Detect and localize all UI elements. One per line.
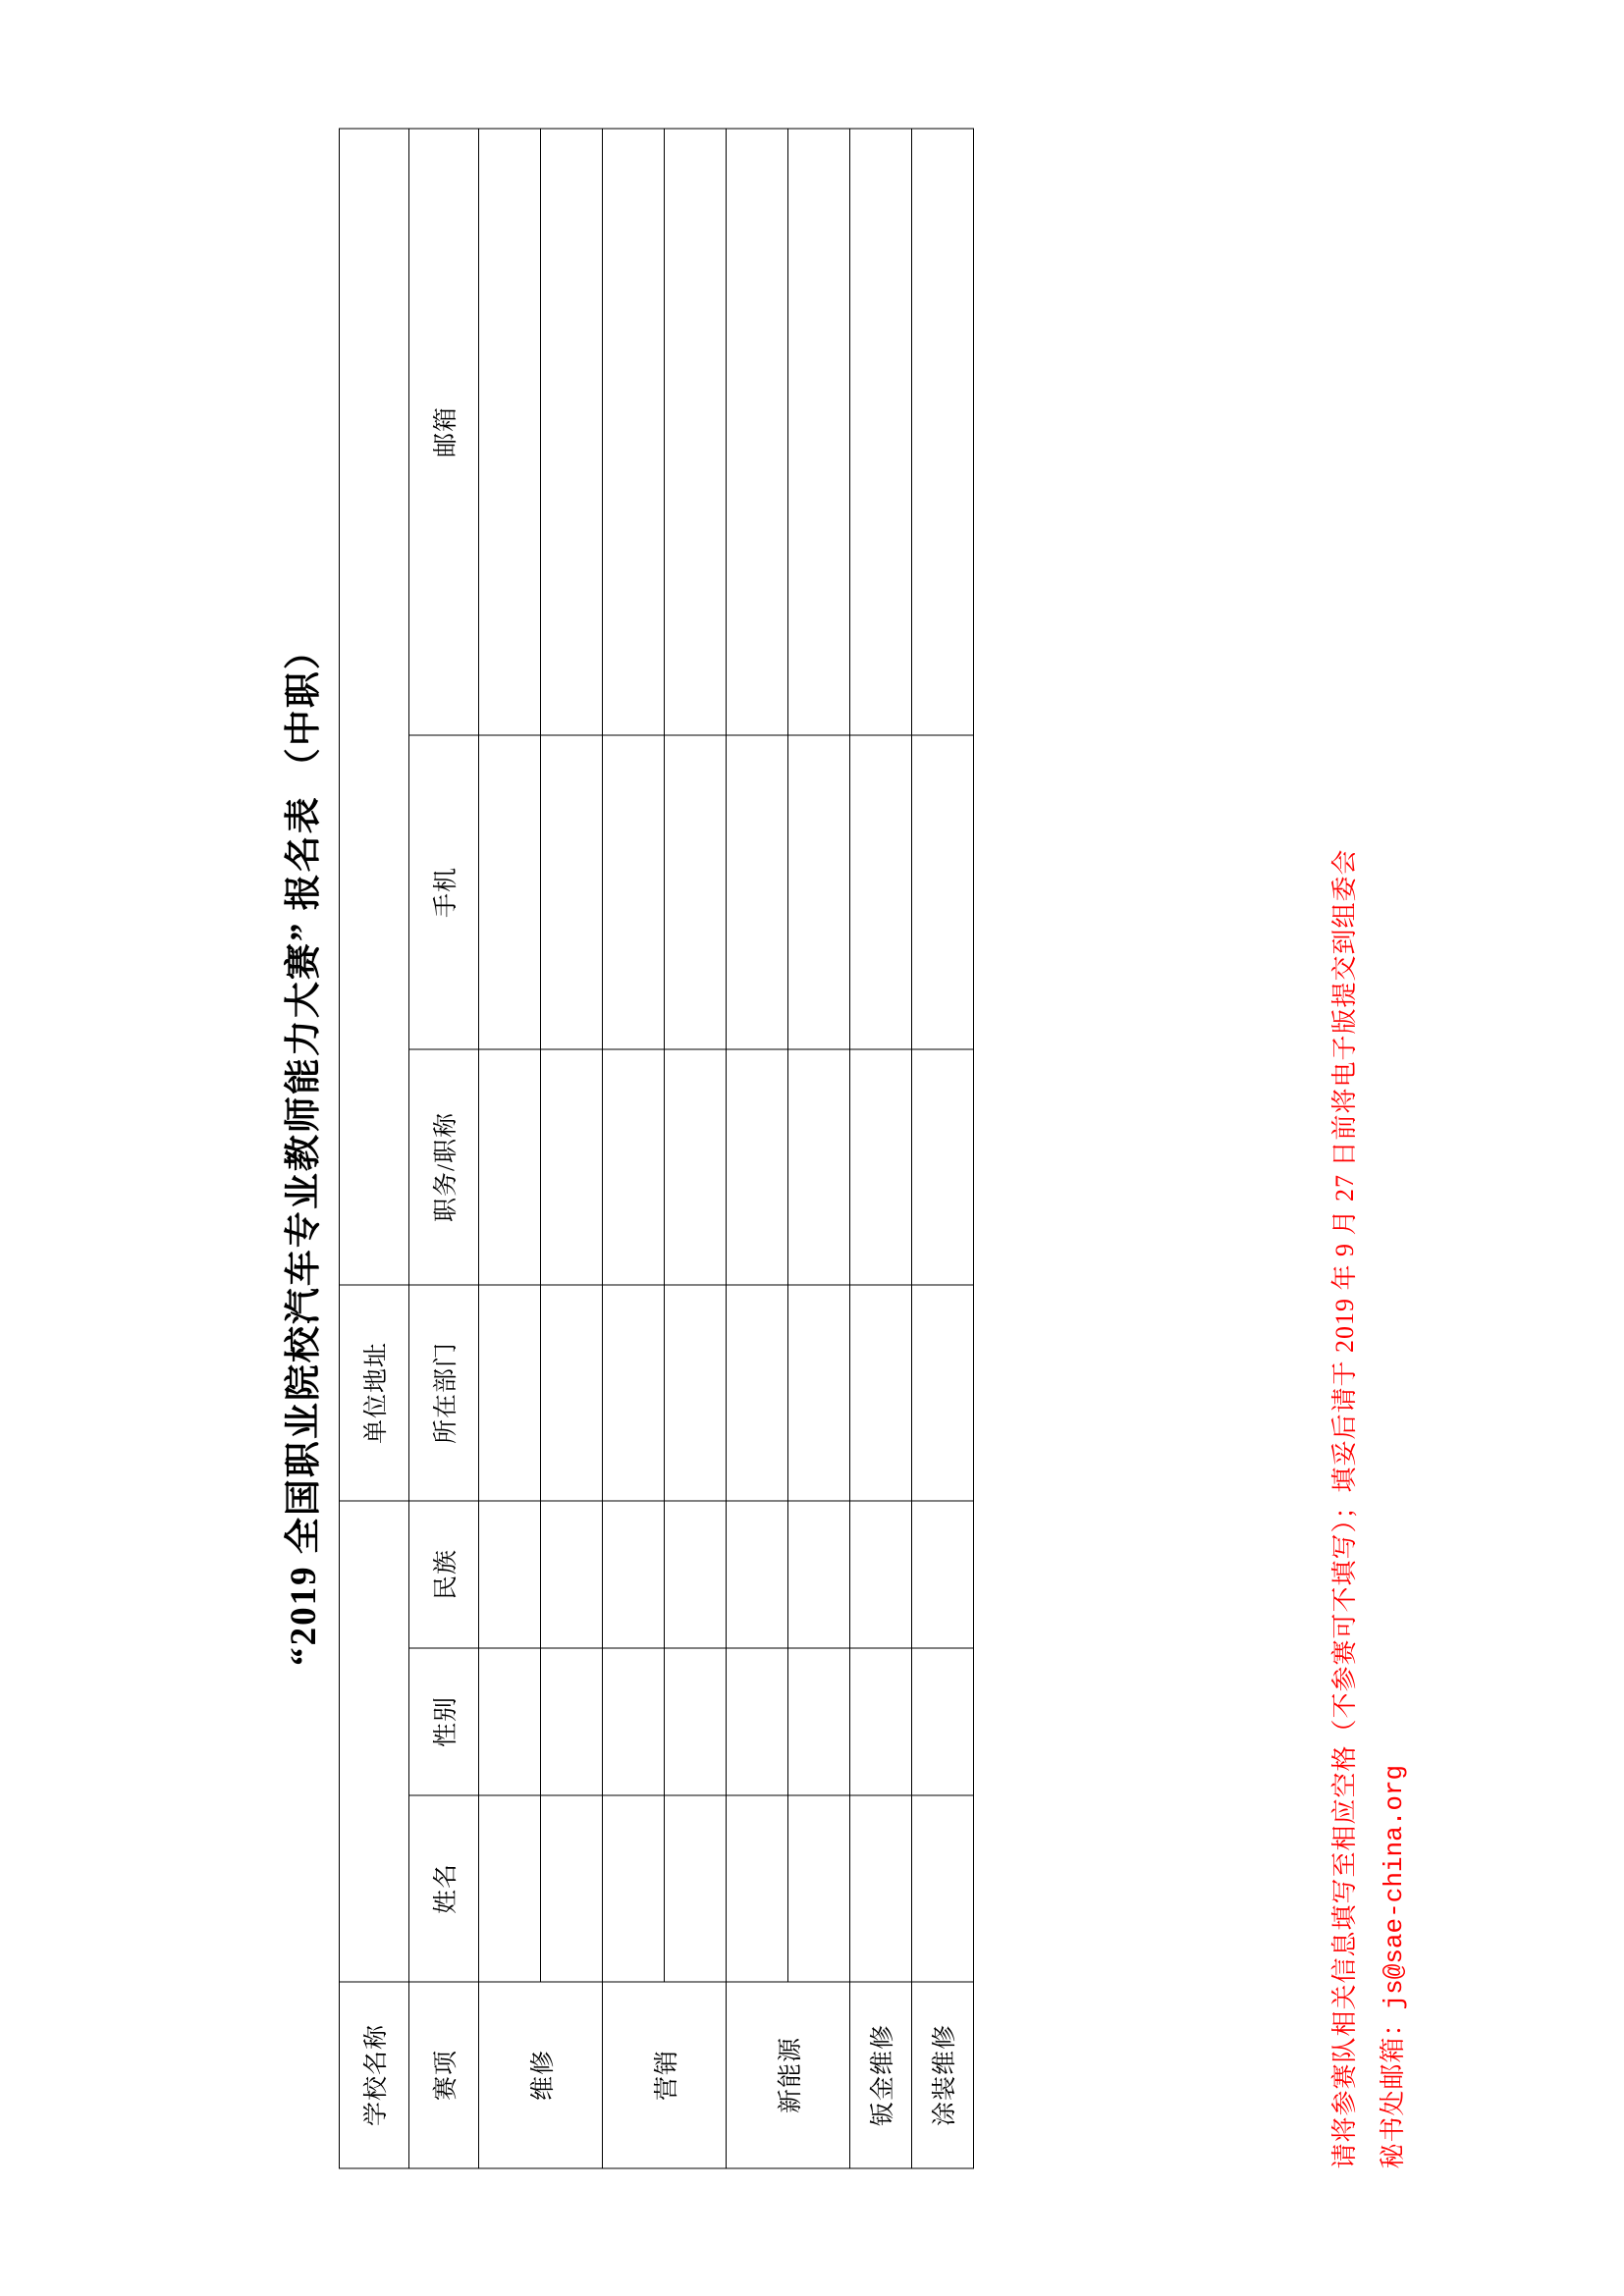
table-row [727,128,788,2167]
cell-position[interactable] [788,1048,850,1284]
header-email: 邮箱 [409,128,479,734]
header-name: 姓名 [409,1795,479,1982]
cell-email[interactable] [479,128,541,734]
cell-department[interactable] [850,1284,912,1500]
cell-gender[interactable] [727,1648,788,1795]
cell-gender[interactable] [788,1648,850,1795]
cell-mobile[interactable] [727,734,788,1048]
cell-mobile[interactable] [912,734,974,1048]
cell-ethnicity[interactable] [788,1500,850,1647]
event-label-new-energy: 新能源 [727,1982,850,2168]
note-submission: 请将参赛队相关信息填写至相应空格（不参赛可不填写）；填妥后请于 2019 年 9 月 27 日前将电子版提交到组委会 [1330,847,1359,2168]
school-name-value[interactable] [340,1500,409,1981]
cell-ethnicity[interactable] [541,1500,603,1647]
cell-department[interactable] [541,1284,603,1500]
cell-department[interactable] [727,1284,788,1500]
table-row-school-name [340,128,409,2167]
cell-department[interactable] [912,1284,974,1500]
cell-position[interactable] [912,1048,974,1284]
cell-ethnicity[interactable] [850,1500,912,1647]
table-row [479,128,541,2167]
header-gender: 性别 [409,1648,479,1795]
header-mobile: 手机 [409,734,479,1048]
cell-name[interactable] [788,1795,850,1982]
cell-gender[interactable] [479,1648,541,1795]
cell-mobile[interactable] [788,734,850,1048]
page-title: “2019 全国职业院校汽车专业教师能力大赛” 报名表 （中职） [284,630,324,1666]
cell-email[interactable] [788,128,850,734]
table-row [912,128,974,2167]
cell-department[interactable] [603,1284,665,1500]
cell-ethnicity[interactable] [603,1500,665,1647]
registration-form-table [339,128,974,2168]
cell-name[interactable] [541,1795,603,1982]
cell-gender[interactable] [603,1648,665,1795]
header-department: 所在部门 [409,1284,479,1500]
secretariat-email-value[interactable]: js@sae-china.org [1380,1764,1410,2009]
cell-ethnicity[interactable] [727,1500,788,1647]
cell-mobile[interactable] [541,734,603,1048]
cell-gender[interactable] [850,1648,912,1795]
unit-address-value[interactable] [340,128,409,1284]
event-label-marketing: 营销 [603,1982,727,2168]
cell-gender[interactable] [665,1648,727,1795]
cell-email[interactable] [850,128,912,734]
cell-mobile[interactable] [479,734,541,1048]
school-name-label: 学校名称 [340,1982,409,2168]
cell-mobile[interactable] [850,734,912,1048]
cell-position[interactable] [727,1048,788,1284]
header-position-title: 职务/职称 [409,1048,479,1284]
cell-email[interactable] [541,128,603,734]
cell-department[interactable] [788,1284,850,1500]
notes-block [1321,129,1420,2168]
cell-mobile[interactable] [665,734,727,1048]
cell-email[interactable] [665,128,727,734]
header-event: 赛项 [409,1982,479,2168]
cell-position[interactable] [479,1048,541,1284]
cell-position[interactable] [603,1048,665,1284]
cell-department[interactable] [479,1284,541,1500]
cell-ethnicity[interactable] [665,1500,727,1647]
event-label-painting: 涂装维修 [912,1982,974,2168]
cell-name[interactable] [665,1795,727,1982]
cell-name[interactable] [912,1795,974,1982]
cell-position[interactable] [541,1048,603,1284]
table-row [603,128,665,2167]
cell-department[interactable] [665,1284,727,1500]
cell-name[interactable] [603,1795,665,1982]
event-label-repair: 维修 [479,1982,603,2168]
cell-name[interactable] [727,1795,788,1982]
table-row [788,128,850,2167]
cell-gender[interactable] [541,1648,603,1795]
note-secretariat-email [1369,129,1419,2168]
cell-email[interactable] [727,128,788,734]
cell-ethnicity[interactable] [479,1500,541,1647]
table-header-row [409,128,479,2167]
cell-name[interactable] [479,1795,541,1982]
cell-ethnicity[interactable] [912,1500,974,1647]
cell-gender[interactable] [912,1648,974,1795]
cell-mobile[interactable] [603,734,665,1048]
unit-address-label: 单位地址 [340,1284,409,1500]
cell-position[interactable] [850,1048,912,1284]
table-row [665,128,727,2167]
cell-email[interactable] [603,128,665,734]
table-row [850,128,912,2167]
cell-position[interactable] [665,1048,727,1284]
table-row [541,128,603,2167]
header-ethnicity: 民族 [409,1500,479,1647]
secretariat-email-label: 秘书处邮箱： [1379,2008,1408,2168]
cell-email[interactable] [912,128,974,734]
cell-name[interactable] [850,1795,912,1982]
event-label-sheet-metal: 钣金维修 [850,1982,912,2168]
